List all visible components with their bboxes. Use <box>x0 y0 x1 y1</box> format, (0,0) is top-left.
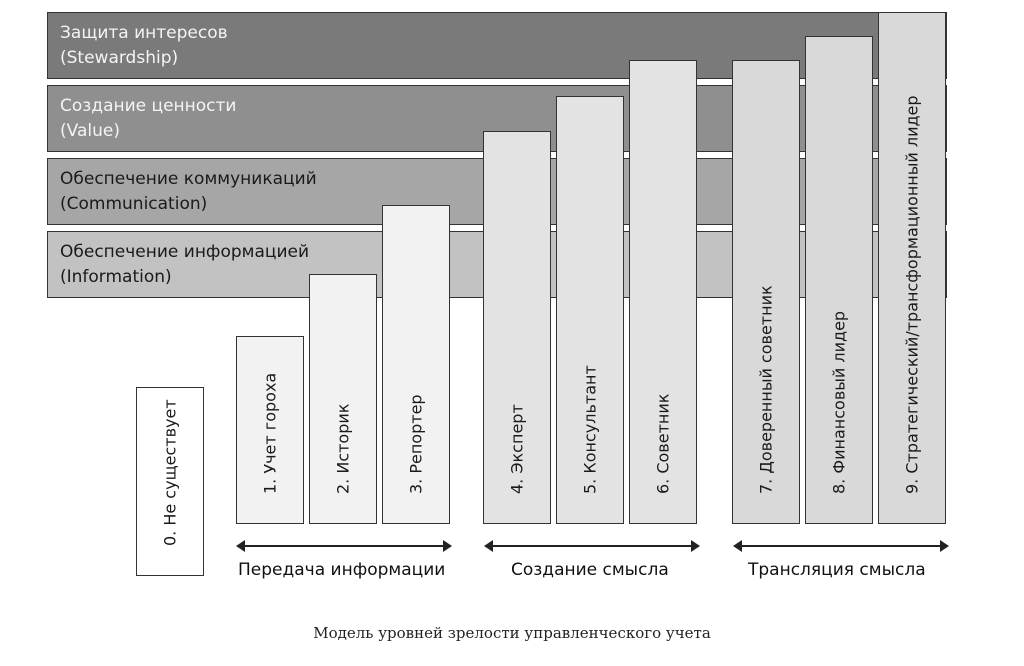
level-7-label: 7. Доверенный советник <box>756 285 776 494</box>
level-4-column <box>483 131 551 524</box>
level-5-column <box>556 96 624 524</box>
group-1-arrow <box>238 545 450 547</box>
level-3-label: 3. Репортер <box>406 394 426 494</box>
level-1-column <box>236 336 304 524</box>
level-2-label: 2. Историк <box>333 403 353 494</box>
level-0-label: 0. Не существует <box>160 399 180 546</box>
level-8-label: 8. Финансовый лидер <box>829 310 849 494</box>
level-7-column <box>732 60 800 524</box>
figure-caption: Модель уровней зрелости управленческого учета <box>313 624 711 642</box>
level-8-column <box>805 36 873 524</box>
group-2-label: Создание смысла <box>511 560 669 580</box>
group-3-label: Трансляция смысла <box>748 560 926 580</box>
band-information-subtitle: (Information) <box>60 267 172 287</box>
band-value-subtitle: (Value) <box>60 121 120 141</box>
band-stewardship-subtitle: (Stewardship) <box>60 48 179 68</box>
level-1-label: 1. Учет гороха <box>260 372 280 494</box>
band-communication-title: Обеспечение коммуникаций <box>60 169 317 189</box>
level-3-column <box>382 205 450 524</box>
level-6-column <box>629 60 697 524</box>
level-9-column <box>878 12 946 524</box>
group-3-arrow <box>735 545 947 547</box>
group-1-label: Передача информации <box>238 560 446 580</box>
band-communication-subtitle: (Communication) <box>60 194 208 214</box>
band-stewardship-title: Защита интересов <box>60 23 228 43</box>
band-value-title: Создание ценности <box>60 96 237 116</box>
level-6-label: 6. Советник <box>653 393 673 494</box>
band-information-title: Обеспечение информацией <box>60 242 310 262</box>
level-4-label: 4. Эксперт <box>507 404 527 494</box>
level-2-column <box>309 274 377 524</box>
level-0-column <box>136 387 204 576</box>
level-5-label: 5. Консультант <box>580 365 600 494</box>
group-2-arrow <box>486 545 698 547</box>
level-9-label: 9. Стратегический/трансформационный лидер <box>902 95 922 494</box>
